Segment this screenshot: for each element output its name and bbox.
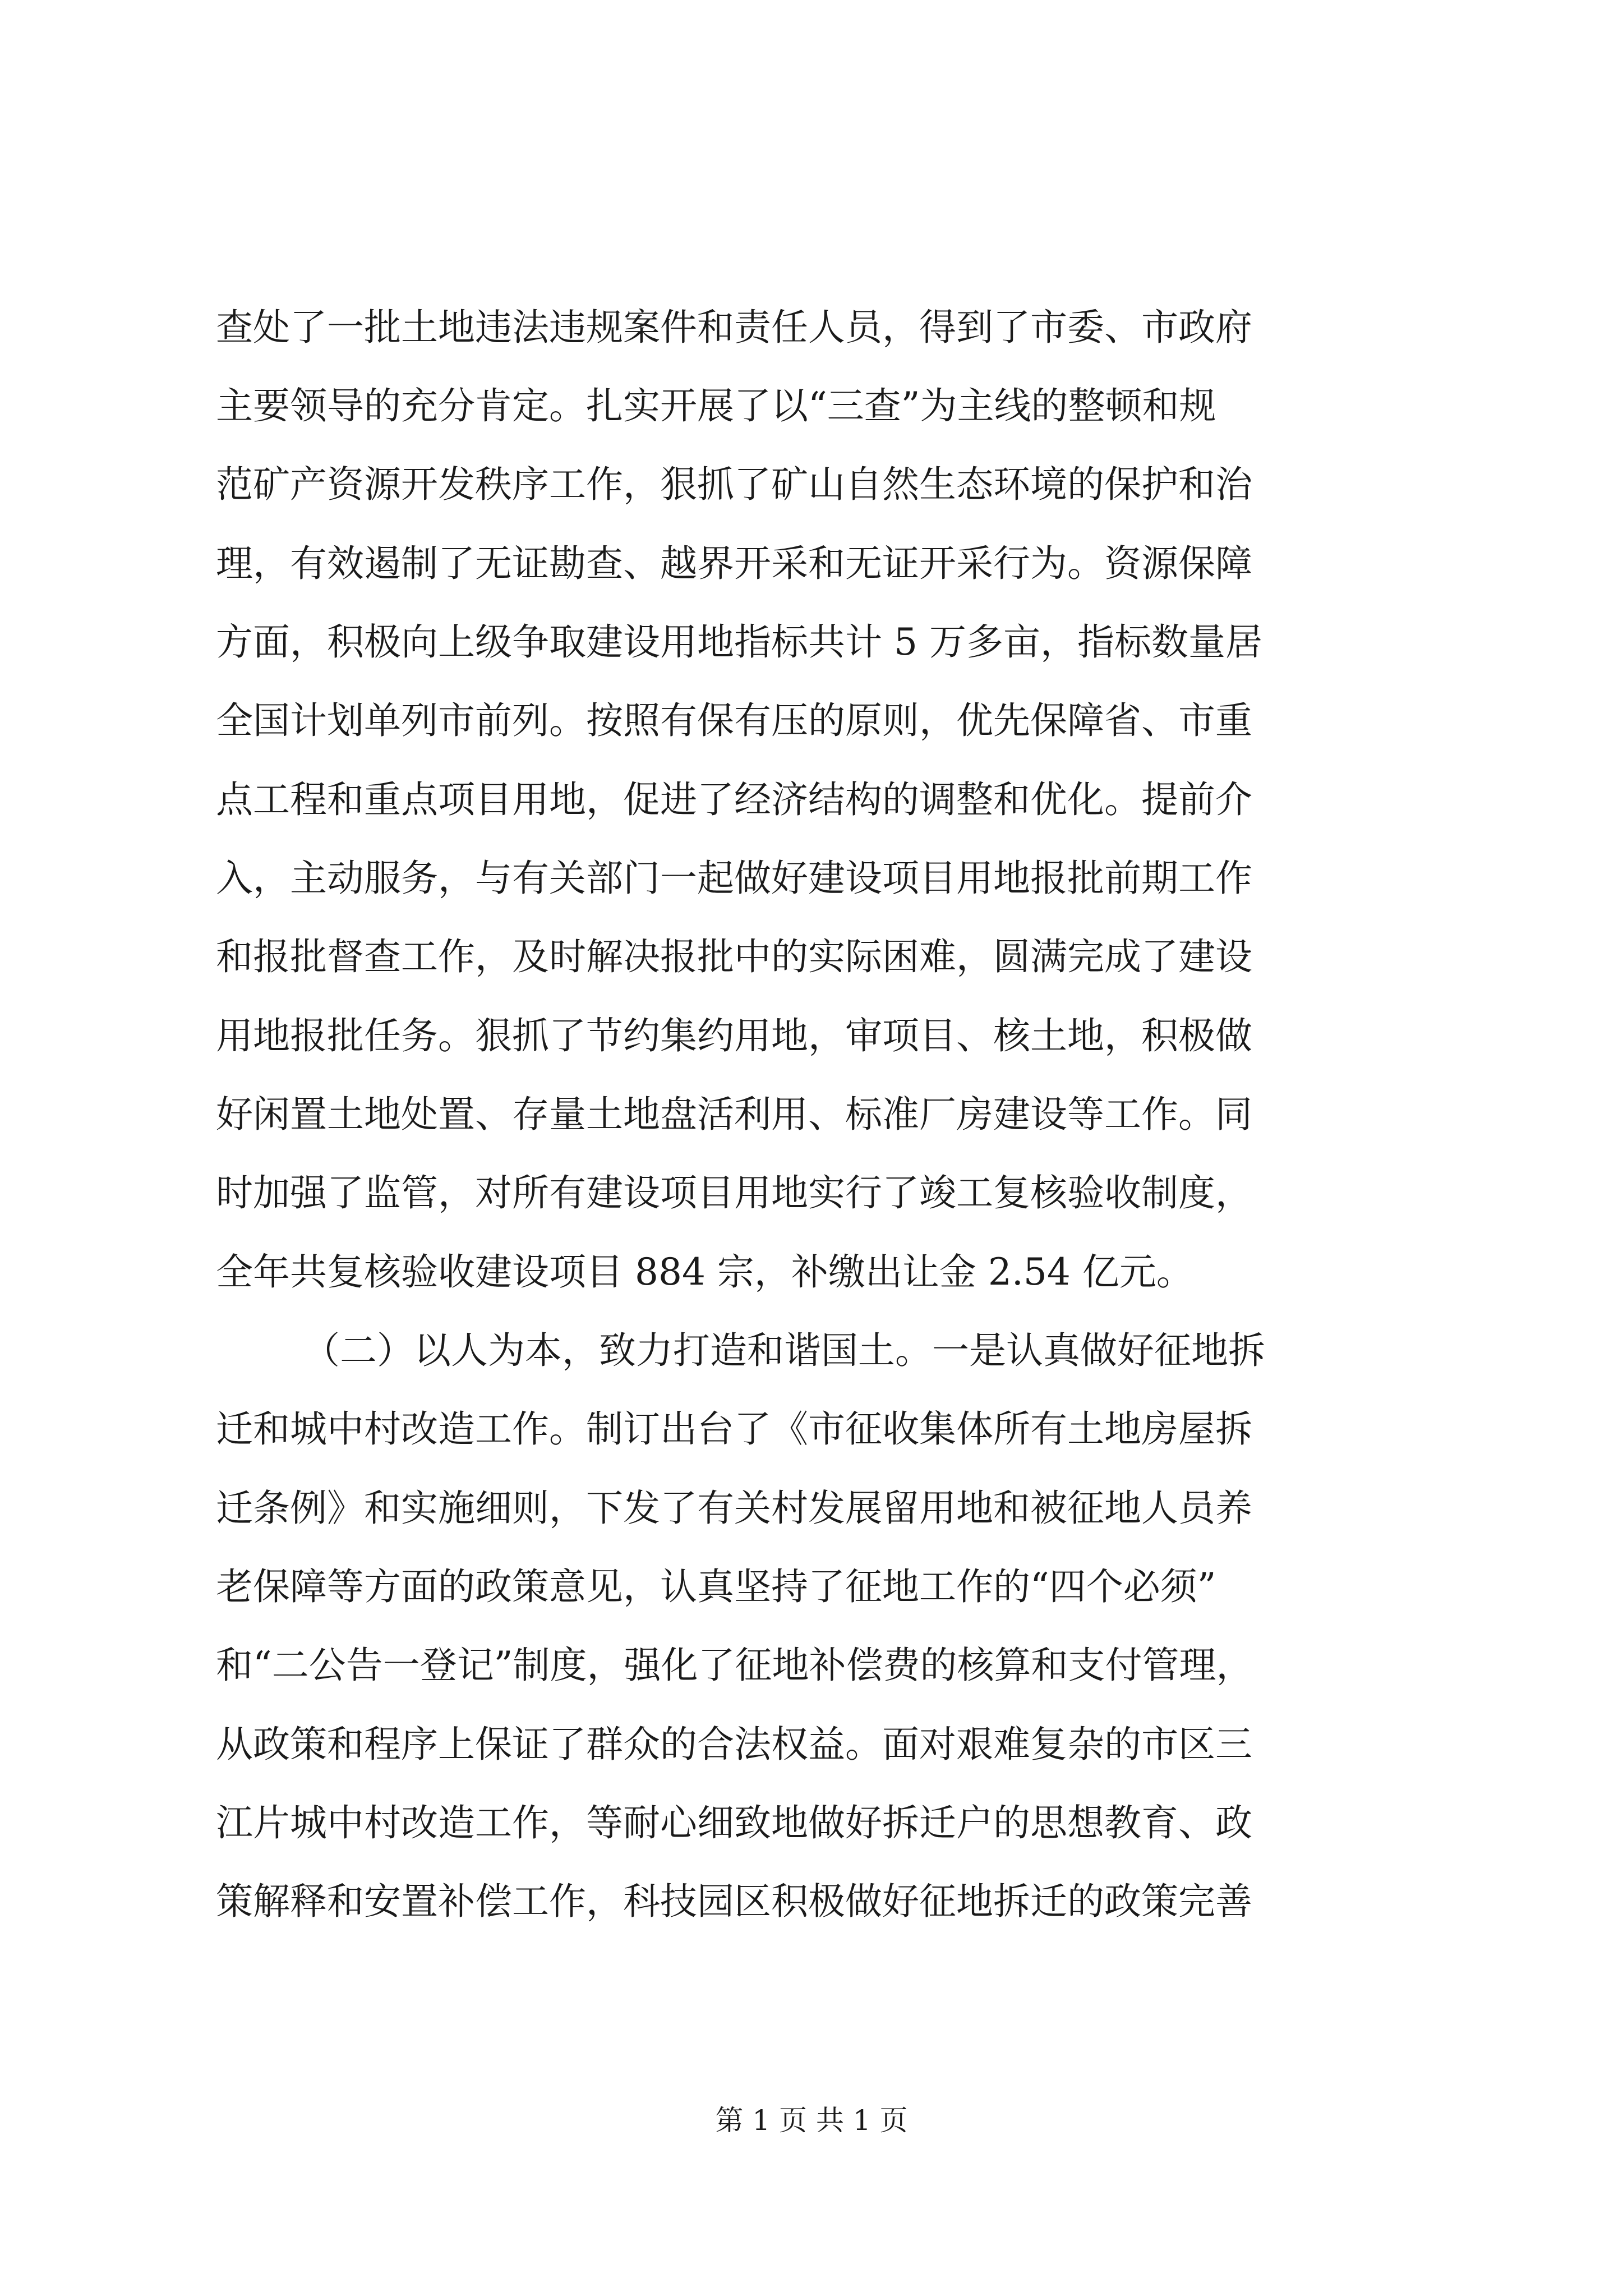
text-line: 时加强了监管，对所有建设项目用地实行了竣工复核验收制度， — [216, 1171, 1252, 1214]
paragraph-first-line: （二）以人为本，致力打造和谐国土。一是认真做好征地拆 — [303, 1329, 1265, 1372]
text-line: 主要领导的充分肯定。扎实开展了以“三查”为主线的整顿和规 — [216, 384, 1216, 427]
text-line: 入，主动服务，与有关部门一起做好建设项目用地报批前期工作 — [216, 857, 1252, 900]
text-line: 好闲置土地处置、存量土地盘活利用、标准厂房建设等工作。同 — [216, 1093, 1252, 1136]
text-line: 江片城中村改造工作，等耐心细致地做好拆迁户的思想教育、政 — [216, 1801, 1252, 1844]
text-line: 查处了一批土地违法违规案件和责任人员，得到了市委、市政府 — [216, 306, 1252, 349]
text-line: 和报批督查工作，及时解决报批中的实际困难，圆满完成了建设 — [216, 935, 1252, 978]
text-line: 策解释和安置补偿工作，科技园区积极做好征地拆迁的政策完善 — [216, 1880, 1252, 1923]
text-line: 范矿产资源开发秩序工作，狠抓了矿山自然生态环境的保护和治 — [216, 463, 1252, 506]
text-line: 全国计划单列市前列。按照有保有压的原则，优先保障省、市重 — [216, 699, 1252, 742]
text-line: 点工程和重点项目用地，促进了经济结构的调整和优化。提前介 — [216, 778, 1252, 821]
text-line: 理，有效遏制了无证勘查、越界开采和无证开采行为。资源保障 — [216, 542, 1252, 585]
text-line: 老保障等方面的政策意见，认真坚持了征地工作的“四个必须” — [216, 1565, 1216, 1608]
text-line: 方面，积极向上级争取建设用地指标共计 5 万多亩，指标数量居 — [216, 620, 1262, 664]
page-footer: 第 1 页 共 1 页 — [715, 2104, 908, 2137]
text-line: 迁条例》和实施细则，下发了有关村发展留用地和被征地人员养 — [216, 1487, 1252, 1530]
text-line: 用地报批任务。狠抓了节约集约用地，审项目、核土地，积极做 — [216, 1014, 1252, 1057]
text-line: 迁和城中村改造工作。制订出台了《市征收集体所有土地房屋拆 — [216, 1407, 1252, 1451]
text-line: 从政策和程序上保证了群众的合法权益。面对艰难复杂的市区三 — [216, 1723, 1252, 1766]
text-line: 全年共复核验收建设项目 884 宗，补缴出让金 2.54 亿元。 — [216, 1250, 1193, 1294]
text-line: 和“二公告一登记”制度，强化了征地补偿费的核算和支付管理， — [216, 1644, 1253, 1687]
